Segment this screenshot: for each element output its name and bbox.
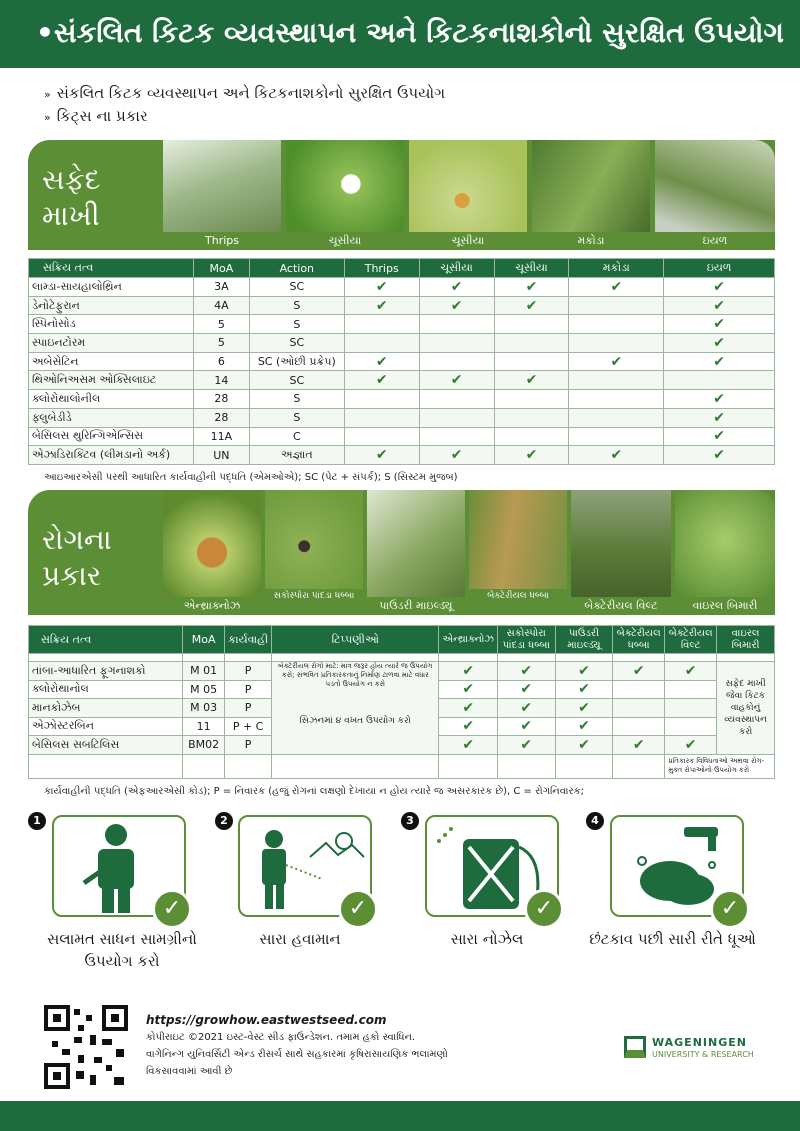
check-cell: ✔ [419,278,494,297]
remarks-cell [272,662,439,755]
pest-photo-5: ઇયળ [655,140,775,250]
action-cell: P [225,699,272,718]
disease-table-note: કાર્યવાહીની પદ્ધતિ (એફઆરએસી કોડ); P = નિવારક (હજું રોગનાં લક્ષણો દેખાયા ન હોય ત્યારે જ અસરકારક છે), C = રોગનિવારક; [44,786,585,797]
table-cell: અજ્ઞાત [249,446,344,465]
pest-table-row [29,371,775,390]
check-cell: ✔ [664,390,775,409]
logo-name: WAGENINGEN [652,1036,747,1049]
active-ingredient-cell: બેસિલસ થુરિન્ગિએન્સિસ [29,427,194,446]
active-ingredient-cell: બેસિલસ સબટિલિસ [29,736,183,755]
check-cell: ✔ [664,296,775,315]
check-cell: ✔ [344,352,419,371]
pest-photo-4: મકોડા [532,140,650,250]
logo-sub: UNIVERSITY & RESEARCH [652,1050,754,1059]
check-cell [494,427,569,446]
remark-season: સિઝનમાં ૪ વખત ઉપયોગ કરો [299,716,411,726]
table-cell: S [249,408,344,427]
check-cell: ✔ [494,446,569,465]
footer-copyright: કોપીરાઇટ ©2021 ઇસ્ટ-વેસ્ટ સીડ ફાઉન્ડેશન. તમામ હકો સ્વાધિન. [146,1032,416,1043]
table-cell: 6 [193,352,249,371]
table-cell: 11A [193,427,249,446]
check-cell: ✔ [439,699,497,718]
active-ingredient-cell: ફ્લુબેડીડે [29,408,194,427]
pest-table-row [29,446,775,465]
table-cell: 28 [193,390,249,409]
check-cell [494,408,569,427]
action-cell: P [225,662,272,681]
check-cell [419,408,494,427]
check-cell: ✔ [664,334,775,353]
check-cell [344,427,419,446]
footer-collab: વાગેનિન્ગ યુનિવર્સિટી એન્ડ રીસર્ચ સાથે સહકારમાં કૃષિરાસાયણિક ભલામણો [146,1049,448,1060]
check-cell [419,315,494,334]
check-cell: ✔ [344,296,419,315]
step-4-number: 4 [586,812,604,830]
check-cell: ✔ [569,352,664,371]
footer-url[interactable]: https://growhow.eastwestseed.com [146,1013,387,1027]
check-cell: ✔ [555,662,613,681]
pest-table-row [29,296,775,315]
check-cell: ✔ [439,680,497,699]
table-cell: 4A [193,296,249,315]
subtitle-2: » કિટ્સ ના પ્રકાર [44,107,148,125]
pest-table-row [29,352,775,371]
check-cell: ✔ [665,736,717,755]
table-cell: 5 [193,315,249,334]
disease-table: સક્રિય તત્વ MoA કાર્યવાહી ટિપ્પણીઓ એન્થ્રાક્નોઝ સકોસ્પોરા પાંદડા ધબ્બા પાઉડરી માઇલ્ડ્યૂ બેક્ટેરીયલ ધબ્બા બેક્ટેરીયલ વિલ્ટ વાઇરલ બિમારી તાંબા-આધારિત ફૂગનાશકો M 01 P બેક્ટેરીયલ રોગો માટે: માત્ર જરૂર હોય ત્યારે જ ઉપયોગ કરો; સંભવિત પ્રતિકારકતાનું નિર્માણ ટાળવા માટે વધાર પડતો ઉપયોગ ન કરો સિઝનમાં ૪ વખત ઉપયોગ કરો ✔ ✔ ✔ ✔ ✔ સફેદ માખી જેવા કિટક વાહકોનું વ્યવસ્થાપન કરો ક્લોરોથાનોલ M 05 P ✔ ✔ ✔ માનકોઝેબ M 03 P ✔ ✔ ✔ એઝોસ્ટરબિન 11 P + C ✔ ✔ ✔ બેસિલસ સબટિલિસ BM02 P ✔ ✔ ✔ ✔ ✔ પ્રતિકારક વિવિધતાઓ અથવા રોગ-મુક્ત રોપાઓનો ઉપયોગ કરો [28,625,775,779]
table-cell: 5 [193,334,249,353]
check-cell: ✔ [664,408,775,427]
moa-cell: BM02 [183,736,225,755]
check-cell: ✔ [613,662,665,681]
check-cell: ✔ [664,446,775,465]
check-cell [665,717,717,736]
check-cell [613,680,665,699]
disease-photo-1: એન્થ્રાક્નોઝ [163,490,261,615]
disease-table-spacer [29,654,775,662]
pest-table-row [29,390,775,409]
pest-table-row [29,334,775,353]
active-ingredient-cell: લામ્ડા-સાયહાલોથ્રિન [29,278,194,297]
check-cell: ✔ [497,680,555,699]
check-cell [419,334,494,353]
check-cell [569,315,664,334]
check-cell: ✔ [555,736,613,755]
pest-table-row [29,408,775,427]
check-cell: ✔ [613,736,665,755]
table-cell: 3A [193,278,249,297]
check-cell: ✔ [419,296,494,315]
check-cell [494,390,569,409]
check-cell [569,334,664,353]
check-badge-icon: ✓ [152,889,192,929]
check-cell: ✔ [494,296,569,315]
check-cell [665,680,717,699]
check-cell [419,427,494,446]
check-cell [494,334,569,353]
check-cell: ✔ [664,315,775,334]
step-3-label: સારા નોઝેલ [450,930,524,948]
check-cell [494,315,569,334]
check-cell: ✔ [497,699,555,718]
qr-code-icon [44,1005,128,1089]
footer-bar [0,1101,800,1131]
pest-table-row [29,427,775,446]
active-ingredient-cell: એઝાડિરાક્ટિવ (લીમડાનો અર્ક) [29,446,194,465]
disease-photo-3: પાઉડરી માઇલ્ડ્યૂ [367,490,465,615]
step-2-label: સારા હવામાન [259,930,341,948]
check-cell [664,371,775,390]
table-cell: SC [249,334,344,353]
table-cell: UN [193,446,249,465]
check-cell [569,296,664,315]
table-cell: 14 [193,371,249,390]
table-cell: SC (ઓછી પ્રક્રેપ) [249,352,344,371]
check-cell: ✔ [419,371,494,390]
check-cell: ✔ [569,446,664,465]
moa-cell: 11 [183,717,225,736]
table-cell: S [249,296,344,315]
check-cell [613,717,665,736]
check-cell: ✔ [344,278,419,297]
check-cell: ✔ [497,736,555,755]
wilt-note-cell: પ્રતિકારક વિવિધતાઓ અથવા રોગ-મુક્ત રોપાઓનો ઉપયોગ કરો [665,754,775,778]
disease-photo-2: સકોસ્પોરા પાંદડા ધબ્બા [265,490,363,615]
check-cell: ✔ [665,662,717,681]
check-cell: ✔ [497,717,555,736]
check-cell: ✔ [497,662,555,681]
table-cell: S [249,390,344,409]
step-1-number: 1 [28,812,46,830]
active-ingredient-cell: માનકોઝેબ [29,699,183,718]
active-ingredient-cell: તાંબા-આધારિત ફૂગનાશકો [29,662,183,681]
check-cell: ✔ [439,717,497,736]
check-cell: ✔ [569,278,664,297]
action-cell: P [225,680,272,699]
table-cell: SC [249,371,344,390]
action-cell: P + C [225,717,272,736]
pest-photo-2: ચૂસીયા [286,140,404,250]
step-2-number: 2 [215,812,233,830]
active-ingredient-cell: ડેનોટેફુરાન [29,296,194,315]
moa-cell: M 03 [183,699,225,718]
check-cell [569,408,664,427]
table-cell: C [249,427,344,446]
step-4-label: છંટકાવ પછી સારી રીતે ધૂઓ [589,930,756,948]
check-badge-icon: ✓ [338,889,378,929]
check-cell [569,427,664,446]
active-ingredient-cell: ક્લોરોથાનોલ [29,680,183,699]
viral-note-cell: સફેદ માખી જેવા કિટક વાહકોનું વ્યવસ્થાપન કરો [717,662,775,755]
moa-cell: M 05 [183,680,225,699]
check-cell [665,699,717,718]
wageningen-logo-icon [624,1036,646,1058]
check-cell: ✔ [439,736,497,755]
active-ingredient-cell: સ્પિનોસોડ [29,315,194,334]
check-cell [344,390,419,409]
check-cell [344,408,419,427]
pest-band-title: સફેદ માખી [42,163,101,232]
check-cell: ✔ [439,662,497,681]
check-cell [613,699,665,718]
pest-table-row [29,315,775,334]
check-cell [344,334,419,353]
table-cell: S [249,315,344,334]
disease-table-row [29,662,775,681]
check-cell: ✔ [494,278,569,297]
check-cell: ✔ [664,278,775,297]
check-cell [494,352,569,371]
page-title: •સંકલિત કિટક વ્યવસ્થાપન અને કિટકનાશકોનો સુરક્ષિત ઉપયોગ [0,0,800,68]
pest-table: સક્રિય તત્વ MoA Action Thrips ચૂસીયા ચૂસીયા મકોડા ઇયળ લામ્ડા-સાયહાલોથ્રિન 3A SC ✔ ✔ ✔ ✔ ✔ ડેનોટેફુરાન 4A S ✔ ✔ ✔ ✔ સ્પિનોસોડ 5 S ✔ સ્પાઇનટોરમ 5 SC ✔ અબેસેટિન 6 SC (ઓછી પ્રક્રેપ) ✔ ✔ ✔ થિઓનિઅસમ ઓક્સિલાઇટ 14 SC ✔ ✔ ✔ ક્લોરોથાલોનીલ 28 S ✔ ફ્લુબેડીડે 28 S ✔ બેસિલસ થુરિન્ગિએન્સિસ 11A C ✔ એઝાડિરાક્ટિવ (લીમડાનો અર્ક) UN અજ્ઞાત ✔ ✔ ✔ ✔ ✔ [28,258,775,465]
check-cell: ✔ [555,717,613,736]
moa-cell: M 01 [183,662,225,681]
pest-table-note: આઇઆરએસી પરથી આધારિત કાર્યવાહીની પદ્ધતિ (એમઓએ); SC (પેટ + સંપર્ક); S (સિસ્ટમ મુજબ) [44,472,458,483]
check-cell: ✔ [664,427,775,446]
check-badge-icon: ✓ [710,889,750,929]
check-cell: ✔ [494,371,569,390]
pest-photo-1: Thrips [163,140,281,250]
table-cell: 28 [193,408,249,427]
check-cell: ✔ [344,371,419,390]
check-cell: ✔ [555,699,613,718]
subtitle-1: » સંકલિત કિટક વ્યવસ્થાપન અને કિટકનાશકોનો સુરક્ષિત ઉપયોગ [44,84,446,102]
disease-photo-4: બેક્ટેરીયલ ધબ્બા [469,490,567,615]
check-cell: ✔ [555,680,613,699]
disease-photo-6: વાઇરલ બિમારી [675,490,775,615]
disease-photo-5: બેક્ટેરીયલ વિલ્ટ [571,490,671,615]
check-cell [419,352,494,371]
table-cell: SC [249,278,344,297]
active-ingredient-cell: અબેસેટિન [29,352,194,371]
check-cell: ✔ [664,352,775,371]
active-ingredient-cell: એઝોસ્ટરબિન [29,717,183,736]
check-cell: ✔ [344,446,419,465]
pest-table-row [29,278,775,297]
remark-bacterial: બેક્ટેરીયલ રોગો માટે: માત્ર જરૂર હોય ત્યારે જ ઉપયોગ કરો; સંભવિત પ્રતિકારકતાનું નિર્માણ ટાળવા માટે વધાર પડતો ઉપયોગ ન કરો [278,662,433,688]
active-ingredient-cell: ક્લોરોથાલોનીલ [29,390,194,409]
pest-photo-3: ચૂસીયા [409,140,527,250]
active-ingredient-cell: સ્પાઇનટોરમ [29,334,194,353]
active-ingredient-cell: થિઓનિઅસમ ઓક્સિલાઇટ [29,371,194,390]
check-cell [569,371,664,390]
footer-collab-2: વિકસાવવામાં આવી છે [146,1066,233,1077]
step-1-label: સલામત સાધન સામગ્રીનો ઉપયોગ કરો [47,930,197,970]
check-badge-icon: ✓ [524,889,564,929]
check-cell [419,390,494,409]
disease-band-title: રોગના પ્રકાર [42,523,112,592]
check-cell [569,390,664,409]
disease-table-footnote-row [29,754,775,778]
check-cell [344,315,419,334]
step-3-number: 3 [401,812,419,830]
check-cell: ✔ [419,446,494,465]
action-cell: P [225,736,272,755]
